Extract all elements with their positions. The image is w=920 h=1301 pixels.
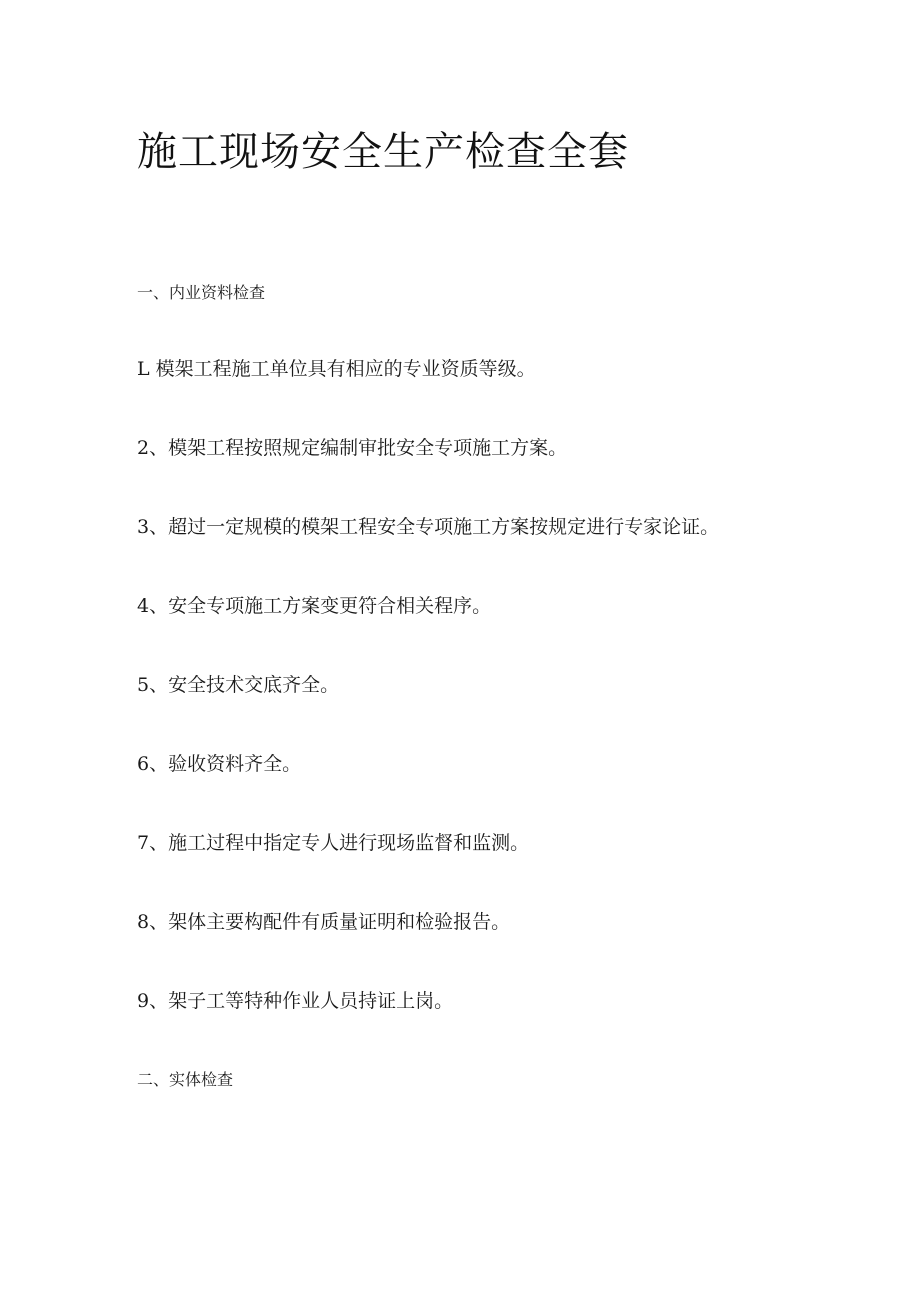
item-separator: 、 <box>149 753 169 775</box>
item-number: 6 <box>137 753 150 775</box>
item-separator: 、 <box>149 990 169 1012</box>
item-number: 4 <box>137 595 150 617</box>
item-text: 模架工程按照规定编制审批安全专项施工方案。 <box>168 437 568 459</box>
item-text: 施工过程中指定专人进行现场监督和监测。 <box>168 832 530 854</box>
item-number: L <box>137 358 150 380</box>
list-item <box>137 987 453 1015</box>
item-text: 超过一定规模的模架工程安全专项施工方案按规定进行专家论证。 <box>168 516 720 538</box>
item-separator: 、 <box>149 911 169 933</box>
list-item <box>137 434 567 462</box>
item-number: 2 <box>137 437 150 459</box>
item-text: 架子工等特种作业人员持证上岗。 <box>168 990 454 1012</box>
item-text: 模架工程施工单位具有相应的专业资质等级。 <box>155 358 536 380</box>
item-number: 8 <box>137 911 150 933</box>
list-item <box>137 829 529 857</box>
item-number: 5 <box>137 674 150 696</box>
section-heading-physical-inspection: 二、实体检查 <box>137 1070 234 1089</box>
list-item <box>137 513 719 541</box>
item-text: 验收资料齐全。 <box>168 753 302 775</box>
item-text: 安全专项施工方案变更符合相关程序。 <box>168 595 492 617</box>
item-separator: 、 <box>149 674 169 696</box>
item-number: 3 <box>137 516 150 538</box>
item-number: 7 <box>137 832 150 854</box>
list-item <box>137 908 510 936</box>
list-item <box>137 592 491 620</box>
item-text: 架体主要构配件有质量证明和检验报告。 <box>168 911 511 933</box>
section-heading-internal-docs: 一、内业资料检查 <box>137 283 266 302</box>
item-separator: 、 <box>149 595 169 617</box>
list-item <box>137 750 301 778</box>
item-separator: 、 <box>149 437 169 459</box>
document-title: 施工现场安全生产检查全套 <box>137 129 629 175</box>
item-separator: 、 <box>149 516 169 538</box>
item-separator: 、 <box>149 832 169 854</box>
list-item <box>137 355 536 383</box>
list-item <box>137 671 339 699</box>
item-number: 9 <box>137 990 150 1012</box>
item-text: 安全技术交底齐全。 <box>168 674 340 696</box>
